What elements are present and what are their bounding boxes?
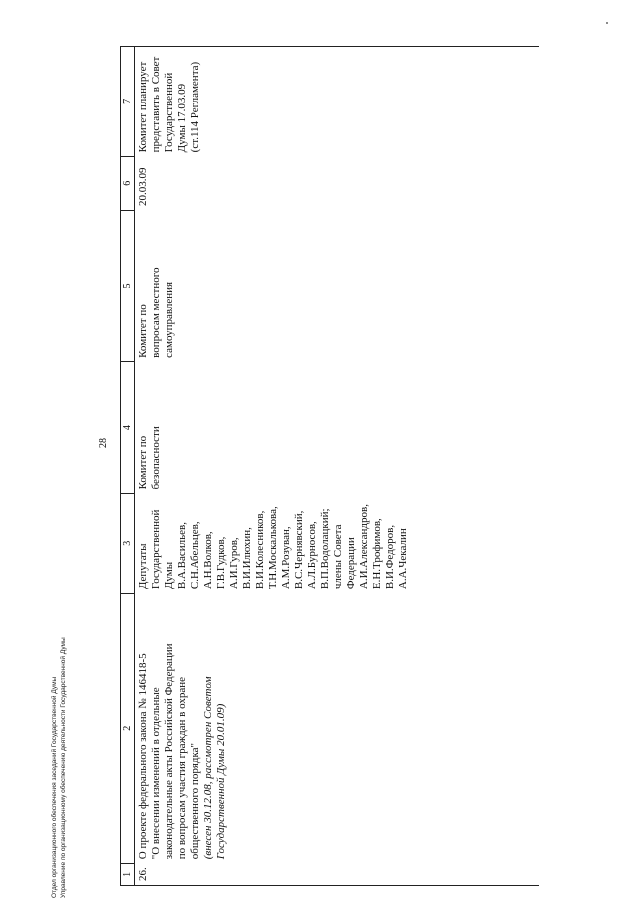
plan-line: Комитет планирует [137,61,149,153]
author-line: В.А.Васильев, [176,522,188,590]
author-line: Государственной [150,509,162,590]
column-header-2: 2 [121,593,135,863]
description-line: О проекте федерального закона № 146418-5 [137,653,149,860]
responsible-committee-cell [135,362,540,494]
date-cell [135,156,540,210]
plan-line: Государственной [163,72,175,153]
responsible-committee-line: Комитет по [137,435,149,490]
author-line: Федерации [345,537,357,590]
row-number: 26. [137,867,149,881]
bill-table [120,46,539,886]
author-line: Думы [163,561,175,590]
co-committee-cell [135,210,540,362]
author-line: А.И.Гуров, [228,537,240,590]
co-committee-line: вопросам местного [150,267,162,358]
table-row [135,47,540,886]
footer-line-2: Управление по организационному обеспечению деятельности Государственной Думы [60,637,67,898]
author-line: Г.В.Гудков, [215,536,227,590]
plan-line: (ст.114 Регламента) [189,61,201,153]
column-header-6: 6 [121,156,135,210]
co-committee-line: Комитет по [137,304,149,358]
plan-line: Думы 17.03.09 [176,83,188,153]
author-line: Т.Н.Москалькова, [267,506,279,590]
description-line: законодательные акты Российской Федерации [163,643,175,860]
author-line: А.Н.Волков, [202,531,214,590]
plan-cell [135,47,540,157]
author-line: В.П.Водолацкий; [319,508,331,590]
rotated-page [50,46,570,898]
row-number-cell [135,863,540,885]
description-line: по вопросам участия граждан в охране [176,676,188,860]
author-line: В.И.Колесников, [254,510,266,590]
page-number: 28 [98,438,109,448]
authors-cell [135,493,540,593]
author-line: С.Н.Абельцев, [189,521,201,590]
description-note-line: Государственной Думы 20.01.09) [215,703,227,860]
author-line: А.Л.Бурносов, [306,521,318,590]
author-line: В.И.Федоров, [384,524,396,590]
author-line: В.И.Илюхин, [241,527,253,590]
description-line: "О внесении изменений в отдельные [150,687,162,860]
plan-line: представить в Совет [150,56,162,153]
description-note-line: (внесен 30.12.08, рассмотрен Советом [202,676,214,860]
author-line: В.С.Чернявский, [293,510,305,590]
responsible-committee-line: безопасности [150,426,162,490]
co-committee-line: самоуправления [163,281,175,358]
author-line: А.М.Розуван, [280,526,292,590]
date-value: 20.03.09 [137,167,149,207]
description-cell [135,593,540,863]
column-header-5: 5 [121,210,135,362]
column-header-4: 4 [121,362,135,494]
description-line: общественного порядка" [189,742,201,860]
author-line: Е.Н.Трофимов, [371,518,383,590]
footer [50,498,68,898]
scan-speck [606,22,608,24]
footer-line-1: Отдел организационного обеспечения заседаний Государственной Думы [51,676,58,898]
header-row [121,47,135,886]
author-line: члены Совета [332,524,344,590]
author-line: А.И.Александров, [358,504,370,590]
column-header-1: 1 [121,863,135,885]
column-header-3: 3 [121,493,135,593]
author-line: Депутаты [137,543,149,590]
author-line: А.А.Чекалин [397,528,409,590]
column-header-7: 7 [121,47,135,157]
